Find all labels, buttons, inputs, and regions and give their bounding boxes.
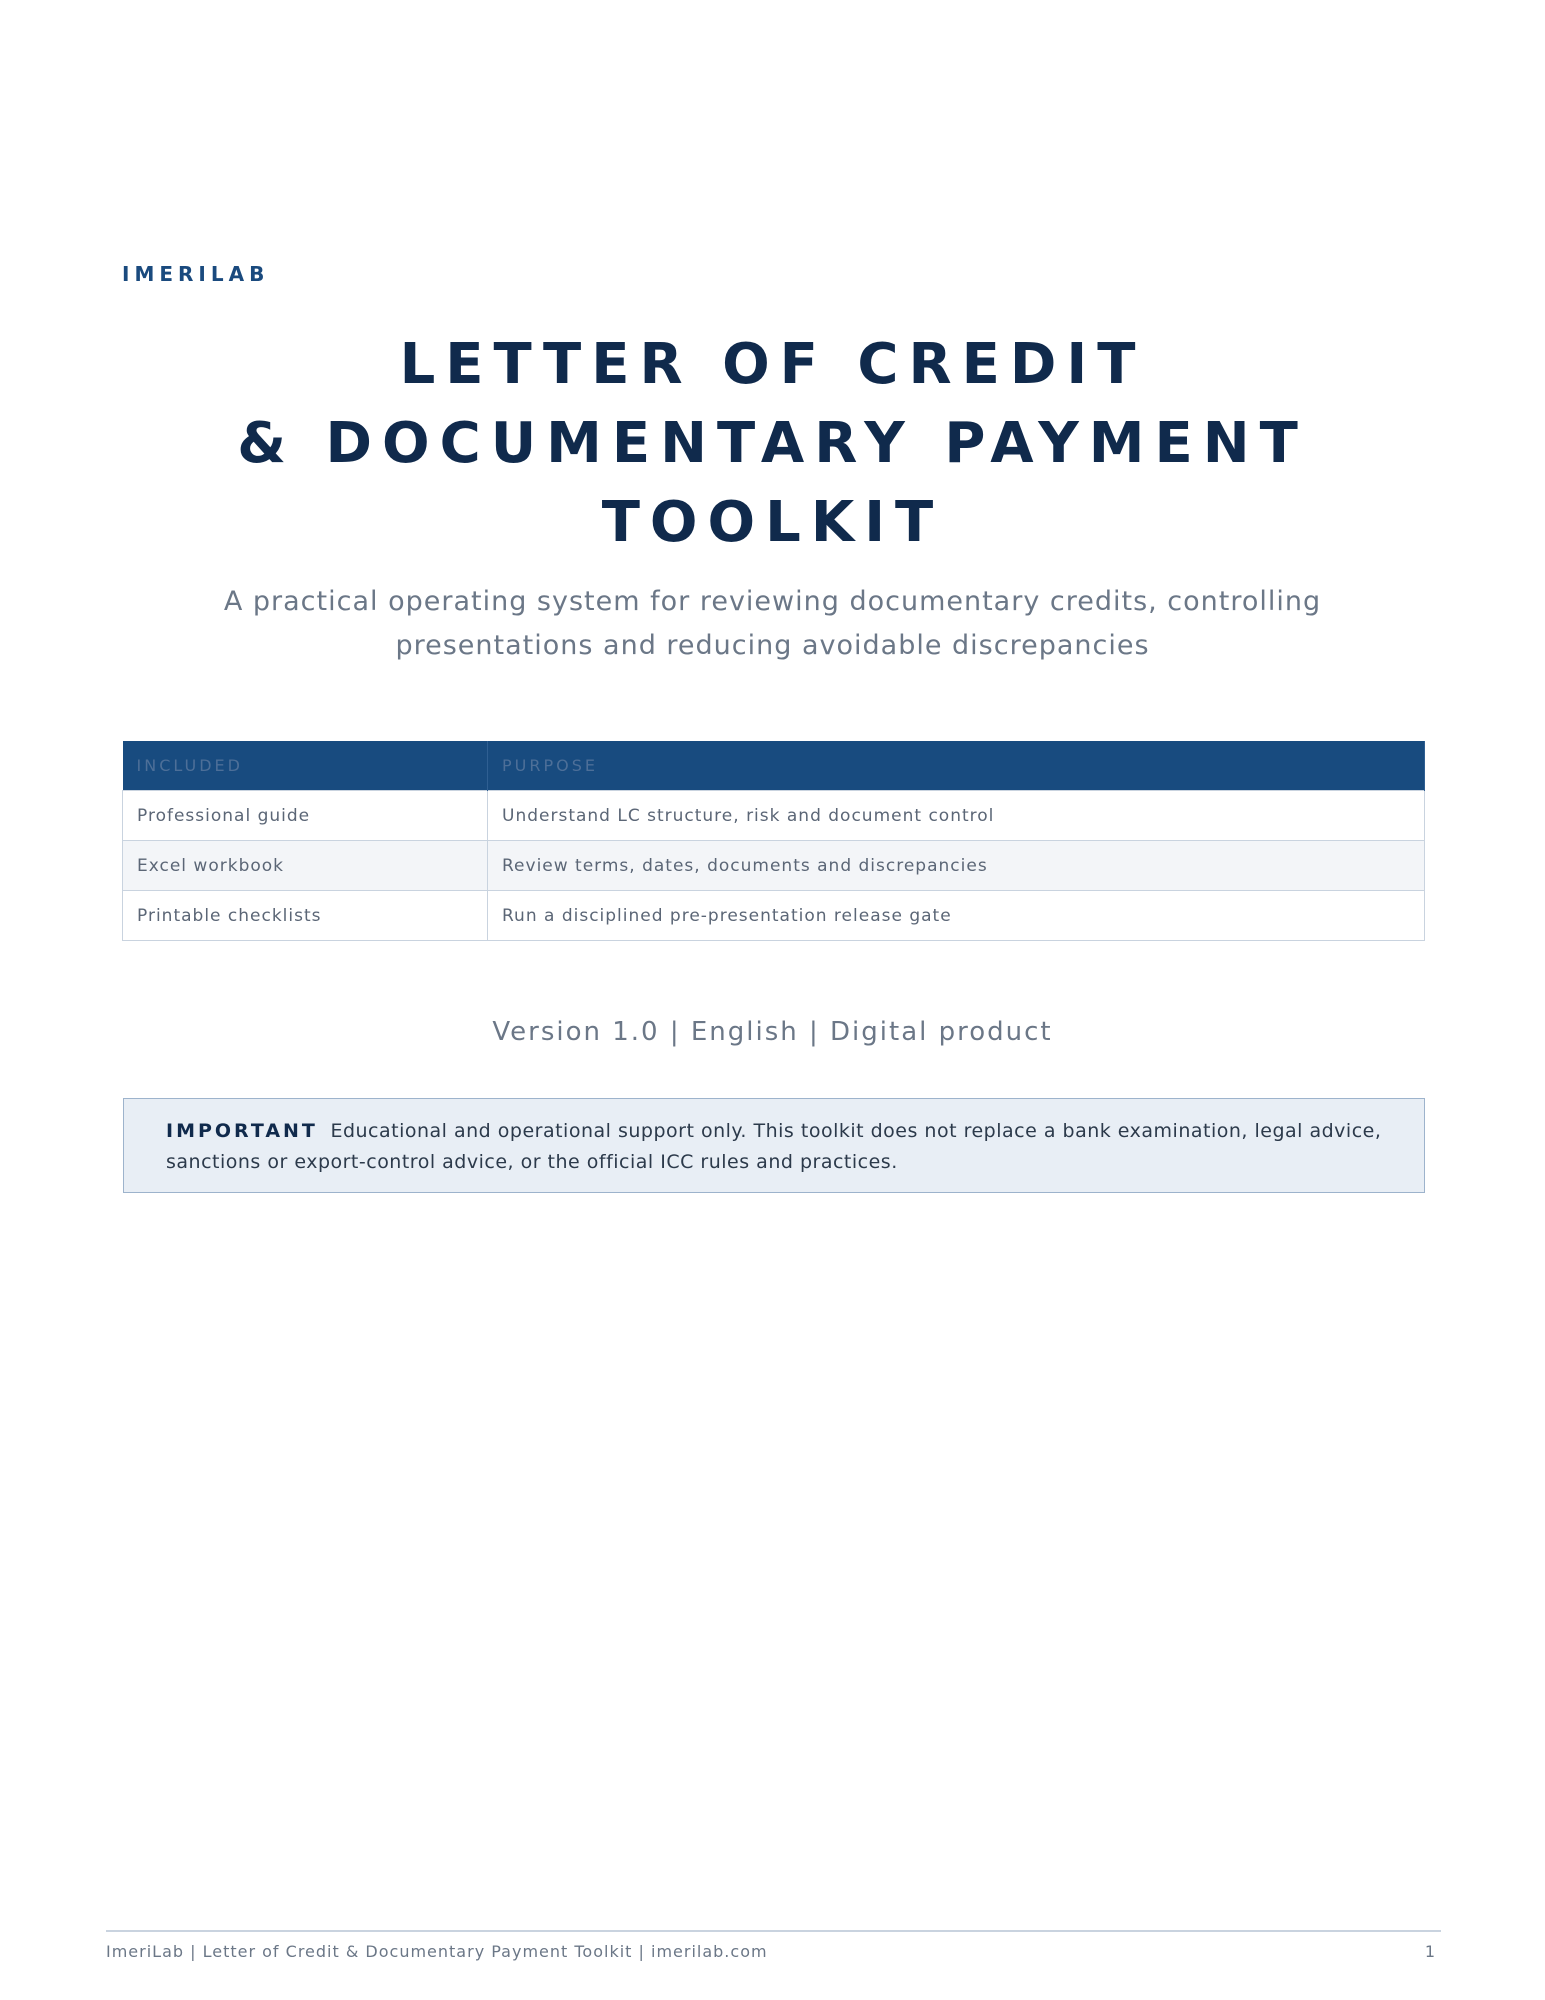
notice-text: Educational and operational support only. This toolkit does not replace a bank examination, legal advice, sanctions or export-control advice, or the official ICC rules and practices. — [166, 1120, 1382, 1173]
footer-divider — [106, 1930, 1441, 1932]
included-table — [122, 741, 1425, 941]
title-line-2: & DOCUMENTARY PAYMENT — [237, 411, 1308, 476]
table-header-row — [123, 741, 1425, 791]
important-notice — [123, 1098, 1425, 1193]
document-subtitle: A practical operating system for reviewing documentary credits, controlling presentations and reducing avoidable discrepancies — [223, 586, 1322, 661]
table-cell-included: Excel workbook — [123, 841, 488, 891]
title-line-3: TOOLKIT — [601, 490, 944, 555]
table-row — [123, 841, 1425, 891]
table-row — [123, 791, 1425, 841]
table-header-included: INCLUDED — [123, 741, 488, 791]
title-line-1: LETTER OF CREDIT — [399, 332, 1146, 397]
table-header-purpose: PURPOSE — [488, 741, 1425, 791]
brand-logo-text: IMERILAB — [122, 262, 270, 286]
table-cell-purpose: Understand LC structure, risk and document control — [488, 791, 1425, 841]
table-cell-purpose: Review terms, dates, documents and discrepancies — [488, 841, 1425, 891]
version-line: Version 1.0 | English | Digital product — [492, 1017, 1053, 1047]
table-row — [123, 891, 1425, 941]
page-number: 1 — [1424, 1942, 1435, 1961]
table-cell-purpose: Run a disciplined pre-presentation release gate — [488, 891, 1425, 941]
footer-text: ImeriLab | Letter of Credit & Documentary Payment Toolkit | imerilab.com — [106, 1942, 768, 1961]
notice-label: IMPORTANT — [166, 1120, 318, 1142]
table-cell-included: Professional guide — [123, 791, 488, 841]
document-title — [0, 325, 1545, 562]
table-cell-included: Printable checklists — [123, 891, 488, 941]
